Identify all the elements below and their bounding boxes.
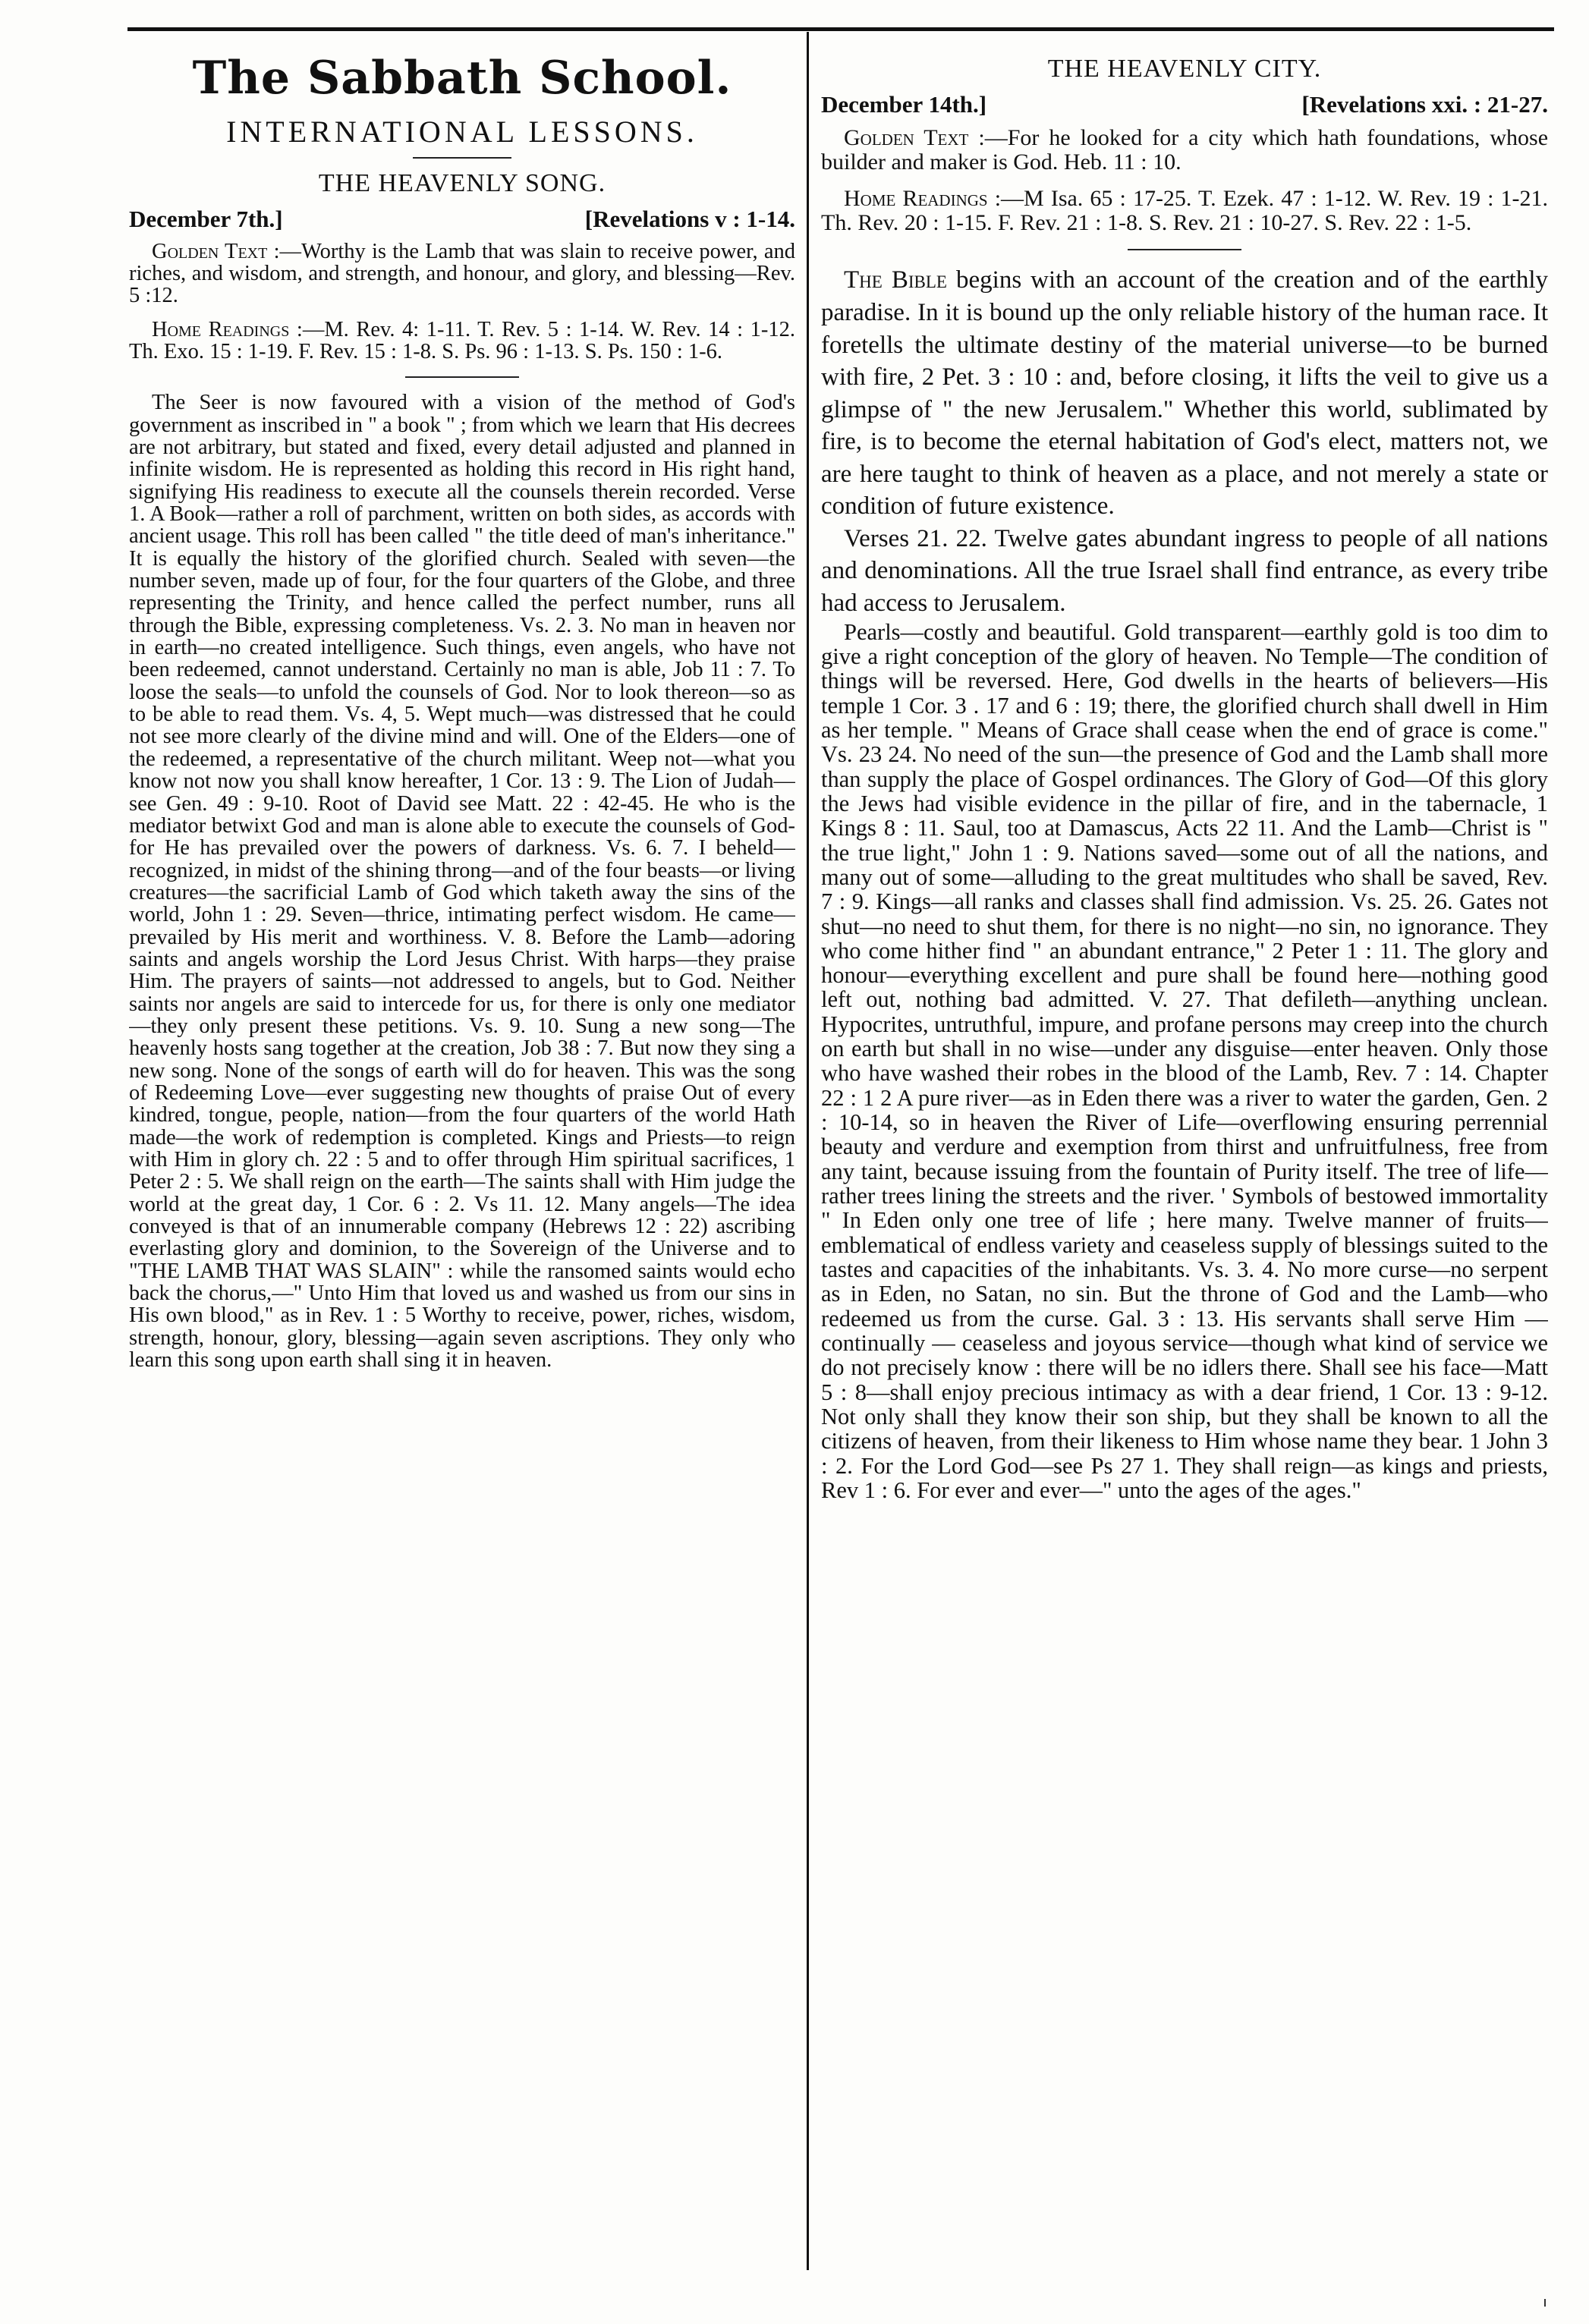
margin-mark	[1544, 2299, 1546, 2307]
golden-text-body: :—For he looked for a city which hath foundations, whose builder and maker is God. Heb. 11 : 10.	[821, 125, 1548, 175]
home-readings-body: :—M Isa. 65 : 17-25. T. Ezek. 47 : 1-12. W. Rev. 19 : 1-21. Th. Rev. 20 : 1-15. F. Rev. 21 : 1-8. S. Rev. 21 : 10-27. S. Rev. 22 : 1-5.	[821, 186, 1548, 236]
divider	[1128, 249, 1241, 250]
bible-intro-body: begins with an account of the creation and of the earthly paradise. In it is bound up the only reliable history of the human race. It foretells the ultimate destiny of the material universe—to be burned with fire, 2 Pet. 3 : 10 : and, before closing, it lifts the veil to give us a glimpse of " the new Jerusalem." Whether this world, sublimated by fire, is to become the eternal habitation of God's elect, matters not, we are here taught to think of heaven as a place, and not merely a state or condition of future existence.	[821, 266, 1548, 520]
masthead: The Sabbath School.	[192, 52, 732, 105]
divider	[405, 376, 519, 378]
lesson-commentary: Pearls—costly and beautiful. Gold transparent—earthly gold is too dim to give a right conception of the glory of heaven. No Temple—The condition of things will be reversed. Here, God dwells in the hearts of believers—His temple 1 Cor. 3 . 17 and 6 : 19; there, the glorified church shall dwell in Him as her temple. " Means of Grace shall cease when the end of grace is come." Vs. 23 24. No need of the sun—the presence of God and the Lamb shall more than supply the place of Gospel ordinances. The Glory of God—Of this glory the Jews had visible evidence in the pillar of fire, and in the tabernacle, 1 Kings 8 : 11. Saul, too at Damascus, Acts 22 11. And the Lamb—Christ is " the true light," John 1 : 9. Nations saved—some out of all the nations, and many out of some—alluding to the great multitudes who shall be saved, Rev. 7 : 9. Kings—all ranks and classes shall find admission. Vs. 25. 26. Gates not shut—no need to shut them, for there is no night—no sin, no ignorance. They who come hither find " an abundant entrance," 2 Peter 1 : 11. The glory and honour—everything excellent and pure shall be found here—nothing good left out, nothing bad admitted. V. 27. That defileth—anything unclean. Hypocrites, untruthful, impure, and profane persons may creep into the church on earth but shall in no wise—under any disguise—enter heaven. Only those who have washed their robes in the blood of the Lamb, Rev. 7 : 14. Chapter 22 : 1 2 A pure river—as in Eden there was a river to water the garden, Gen. 2 : 10-14, so in heaven the River of Life—overflowing ensuring perrennial beauty and verdure and exemption from thirst and unfruitfulness, free from any taint, because issuing from the fountain of Purity itself. The tree of life—rather trees lining the streets and the river. ' Symbols of bestowed immortality " In Eden only one tree of life ; here many. Twelve manner of fruits—emblematical of endless variety and ceaseless supply of blessings suited to the tastes and capacities of the inhabitants. Vs. 3. 4. No more curse—no serpent as in Eden, no Satan, no sin. But the throne of God and the Lamb—who redeemed us from the curse. Gal. 3 : 13. His servants shall serve Him — continually — ceaseless and joyous service—though what kind of service we do not precisely know : there will be no idlers there. Shall see his face—Matt 5 : 8—shall enjoy precious intimacy as with a dear friend, 1 Cor. 13 : 9-12. Not only shall they know their son ship, but they shall be known to all the citizens of heaven, from their likeness to Him whose name they bear. 1 John 3 : 2. For the Lord God—see Ps 27 1. They shall reign—as kings and priests, Rev 1 : 6. For ever and ever—" unto the ages of the ages."	[821, 618, 1548, 1504]
lesson-date: December 7th.]	[129, 206, 283, 232]
lesson-commentary: The Seer is now favoured with a vision of the method of God's government as inscribed in " a book " ; from which we learn that His decrees are not arbitrary, but stated and fixed, every detail adjusted and planned in infinite wisdom. He is represented as holding this record in His right hand, signifying His readiness to execute all the counsels therein recorded. Verse 1. A Book—rather a roll of parchment, written on both sides, as accords with ancient usage. This roll has been called " the title deed of man's inheritance." It is equally the history of the glorified church. Sealed with seven—the number seven, made up of four, for the four quarters of the Globe, and three representing the Trinity, and hence called the perfect number, runs all through the Bible, expressing completeness. Vs. 2. 3. No man in heaven nor in earth—no created intelligence. Such things, even angels, who have not been redeemed, cannot understand. Certainly no man is able, Job 11 : 7. To loose the seals—to unfold the counsels of God. Nor to look thereon—so as to be able to read them. Vs. 4, 5. Wept much—was distressed that he could not see more clearly of the divine mind and will. One of the Elders—one of the redeemed, a representative of the church militant. Weep not—what you know not now you shall know hereafter, 1 Cor. 13 : 9. The Lion of Judah—see Gen. 49 : 9-10. Root of David see Matt. 22 : 42-45. He who is the mediator betwixt God and man is alone able to execute the counsels of God-for He has prevailed over the powers of darkness. Vs. 6. 7. I beheld—recognized, in midst of the shining throng—and of the four beasts—or living creatures—the sacrificial Lamb of God which taketh away the sins of the world, John 1 : 29. Seven—thrice, intimating perfect wisdom. He came—prevailed by His merit and worthiness. V. 8. Before the Lamb—adoring saints and angels worship the Lord Jesus Christ. With harps—they praise Him. The prayers of saints—not addressed to angels, but to God. Neither saints nor angels are said to intercede for us, for there is only one mediator—they only present these petitions. Vs. 9. 10. Sung a new song—The heavenly hosts sang together at the creation, Job 38 : 7. But now they sing a new song. None of the songs of earth will do for heaven. This was the song of Redeeming Love—ever suggesting new thoughts of praise Out of every kindred, tongue, people, nation—from the four quarters of the world Hath made—the work of redemption is completed. Kings and Priests—to reign with Him in glory ch. 22 : 5 and to offer through Him spiritual sacrifices, 1 Peter 2 : 5. We shall reign on the earth—The saints shall with Him judge the world at the great day, 1 Cor. 6 : 2. Vs 11. 12. Many angels—The idea conveyed is that of an innumerable company (Hebrews 12 : 22) ascribing everlasting glory and dominion, to the Sovereign of the Universe and to "THE LAMB THAT WAS SLAIN" : while the ransomed saints would echo back the chorus,—" Unto Him that loved us and washed us from our sins in His own blood," as in Rev. 1 : 5 Worthy to receive, power, riches, wisdom, strength, honour, glory, blessing—again seven ascriptions. They only who learn this song upon earth shall sing it in heaven.	[129, 391, 795, 1373]
right-column	[821, 38, 1548, 2276]
golden-text	[129, 241, 795, 307]
golden-text-label: Golden Text	[844, 125, 969, 150]
lesson-title: THE HEAVENLY CITY.	[1047, 55, 1322, 83]
golden-text-body: :—Worthy is the Lamb that was slain to receive power, and riches, and wisdom, and strength, and honour, and glory, and blessing—Rev. 5 :12.	[129, 240, 795, 308]
verses-intro: Verses 21. 22. Twelve gates abundant ingress to people of all nations and denominations. All the true Israel shall find entrance, as every tribe had access to Jerusalem.	[821, 524, 1548, 617]
home-readings	[129, 319, 795, 363]
bible-label: The Bible	[844, 266, 947, 294]
home-readings-body: :—M. Rev. 4: 1-11. T. Rev. 5 : 1-14. W. Rev. 14 : 1-12. Th. Exo. 15 : 1-19. F. Rev. 15 : 1-8. S. Ps. 96 : 1-13. S. Ps. 150 : 1-6.	[129, 318, 795, 364]
home-readings	[821, 187, 1548, 235]
column-divider	[807, 32, 809, 2270]
golden-text	[821, 126, 1548, 175]
lesson-date: December 14th.]	[821, 91, 987, 118]
golden-text-label: Golden Text	[152, 240, 268, 263]
date-line	[129, 206, 795, 233]
lesson-reference: [Revelations xxi. : 21-27.	[1301, 91, 1548, 118]
home-readings-label: Home Readings	[844, 186, 988, 212]
lesson-title: THE HEAVENLY SONG.	[318, 169, 606, 197]
section-heading: INTERNATIONAL LESSONS.	[226, 115, 698, 149]
date-line	[821, 91, 1548, 118]
top-rule	[127, 27, 1554, 31]
left-column	[129, 38, 795, 2276]
home-readings-label: Home Readings	[152, 318, 290, 342]
divider	[413, 157, 511, 159]
bible-intro	[821, 264, 1548, 523]
lesson-reference: [Revelations v : 1-14.	[584, 206, 795, 232]
